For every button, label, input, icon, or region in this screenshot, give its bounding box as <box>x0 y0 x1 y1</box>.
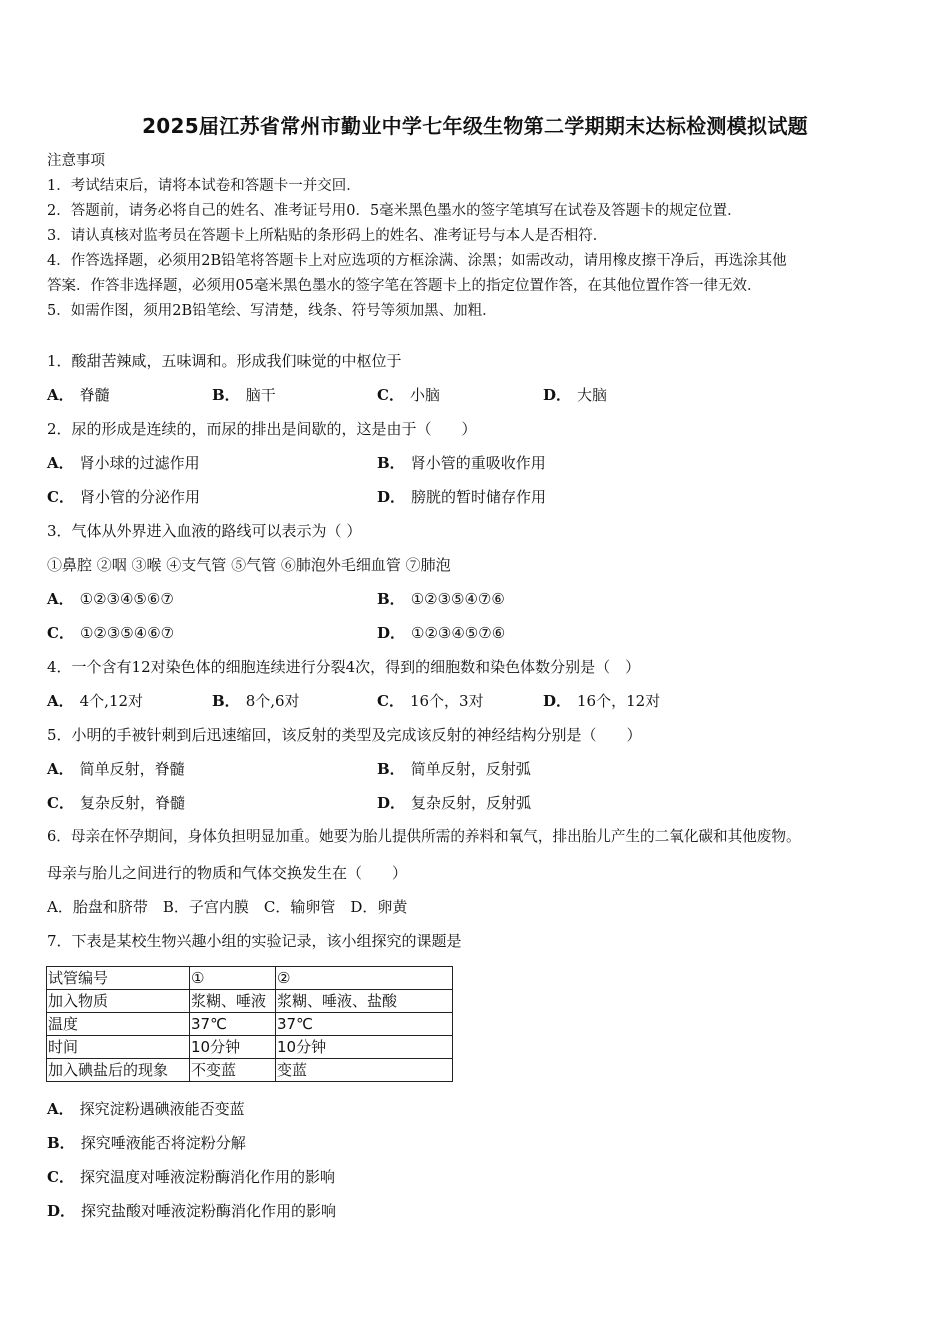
option-letter: A． <box>47 692 74 710</box>
option-text: 膀胱的暂时储存作用 <box>411 488 547 506</box>
option-letter: D． <box>543 386 572 404</box>
table-cell: 加入碘盐后的现象 <box>47 1059 190 1082</box>
option-letter: C． <box>377 692 404 710</box>
q2-option-c[interactable] <box>47 486 200 508</box>
q2-option-b[interactable] <box>377 452 546 474</box>
q3-option-c[interactable] <box>47 622 174 644</box>
table-cell: 10分钟 <box>190 1036 276 1059</box>
option-text: ①②③④⑤⑦⑥ <box>411 624 506 642</box>
option-letter: A． <box>47 1100 74 1118</box>
note-item: 5．如需作图，须用2B铅笔绘、写清楚，线条、符号等须加黑、加粗． <box>47 303 497 319</box>
q1-option-c[interactable] <box>377 384 440 406</box>
option-text: 肾小球的过滤作用 <box>79 454 200 472</box>
table-cell: 加入物质 <box>47 990 190 1013</box>
q7-option-b[interactable] <box>47 1132 246 1154</box>
option-letter: B． <box>377 590 405 608</box>
table-cell: 不变蓝 <box>190 1059 276 1082</box>
question-7-stem: 7．下表是某校生物兴趣小组的实验记录，该小组探究的课题是 <box>47 932 462 950</box>
option-letter: D． <box>377 488 406 506</box>
table-cell: ② <box>276 967 453 990</box>
question-3-stem: 3．气体从外界进入血液的路线可以表示为（ ） <box>47 522 362 540</box>
question-6-stem-2: 母亲与胎儿之间进行的物质和气体交换发生在（ ） <box>47 864 408 882</box>
option-letter: D． <box>377 624 406 642</box>
option-letter: C． <box>377 386 404 404</box>
note-item: 1．考试结束后，请将本试卷和答题卡一并交回． <box>47 178 361 194</box>
option-letter: A． <box>47 760 74 778</box>
q3-option-d[interactable] <box>377 622 505 644</box>
question-4-stem: 4．一个含有12对染色体的细胞连续进行分裂4次，得到的细胞数和染色体数分别是（ ） <box>47 658 641 676</box>
option-text: ①②③⑤④⑥⑦ <box>79 624 175 642</box>
option-text: 16个，12对 <box>577 692 661 710</box>
option-letter: A． <box>47 590 74 608</box>
table-cell: 时间 <box>47 1036 190 1059</box>
table-cell: ① <box>190 967 276 990</box>
table-cell: 试管编号 <box>47 967 190 990</box>
page-title: 2025届江苏省常州市勤业中学七年级生物第二学期期末达标检测模拟试题 <box>142 114 808 138</box>
option-text: 简单反射，反射弧 <box>410 760 531 778</box>
table-row <box>47 1036 453 1059</box>
note-item: 4．作答选择题，必须用2B铅笔将答题卡上对应选项的方框涂满、涂黑；如需改动，请用橡皮擦干净后，再选涂其他 <box>47 253 787 269</box>
option-text: 复杂反射，脊髓 <box>79 794 185 812</box>
table-row <box>47 967 453 990</box>
option-text: 小脑 <box>409 386 440 404</box>
note-item: 3．请认真核对监考员在答题卡上所粘贴的条形码上的姓名、准考证号与本人是否相符． <box>47 228 608 244</box>
experiment-table <box>46 966 453 1082</box>
q4-option-c[interactable] <box>377 690 484 712</box>
option-text: 脑干 <box>245 386 276 404</box>
option-text: 肾小管的重吸收作用 <box>410 454 546 472</box>
table-cell: 变蓝 <box>276 1059 453 1082</box>
option-text: 探究唾液能否将淀粉分解 <box>80 1134 246 1152</box>
q5-option-c[interactable] <box>47 792 185 814</box>
q1-option-d[interactable] <box>543 384 607 406</box>
option-letter: B． <box>212 692 240 710</box>
option-letter: C． <box>47 624 74 642</box>
option-text: 脊髓 <box>79 386 110 404</box>
option-letter: B． <box>212 386 240 404</box>
notes-heading: 注意事项 <box>47 153 105 169</box>
q5-option-a[interactable] <box>47 758 185 780</box>
option-letter: A． <box>47 454 74 472</box>
table-row <box>47 1013 453 1036</box>
table-row <box>47 990 453 1013</box>
question-3-sub: ①鼻腔 ②咽 ③喉 ④支气管 ⑤气管 ⑥肺泡外毛细血管 ⑦肺泡 <box>47 556 451 574</box>
table-cell: 浆糊、唾液 <box>190 990 276 1013</box>
note-item: 2．答题前，请务必将自己的姓名、准考证号用0．5毫米黑色墨水的签字笔填写在试卷及答题卡的规定位置． <box>47 203 742 219</box>
option-letter: D． <box>377 794 406 812</box>
option-text: 探究盐酸对唾液淀粉酶消化作用的影响 <box>81 1202 337 1220</box>
q7-option-d[interactable] <box>47 1200 336 1222</box>
q3-option-a[interactable] <box>47 588 174 610</box>
q1-option-a[interactable] <box>47 384 110 406</box>
option-letter: C． <box>47 794 74 812</box>
option-text: 复杂反射，反射弧 <box>411 794 532 812</box>
note-item: 答案．作答非选择题，必须用05毫米黑色墨水的签字笔在答题卡上的指定位置作答，在其他位置作答一律无效． <box>47 278 762 294</box>
option-text: ①②③④⑤⑥⑦ <box>79 590 174 608</box>
q7-option-c[interactable] <box>47 1166 335 1188</box>
option-letter: D． <box>543 692 572 710</box>
table-row <box>47 1059 453 1082</box>
q1-option-b[interactable] <box>212 384 276 406</box>
q2-option-a[interactable] <box>47 452 200 474</box>
question-1-stem: 1．酸甜苦辣咸，五味调和。形成我们味觉的中枢位于 <box>47 352 402 370</box>
option-text: 8个,6对 <box>245 692 300 710</box>
q4-option-d[interactable] <box>543 690 660 712</box>
question-6-stem: 6．母亲在怀孕期间，身体负担明显加重。她要为胎儿提供所需的养料和氧气，排出胎儿产生的二氧化碳和其他废物。 <box>47 828 801 845</box>
option-text: 16个，3对 <box>409 692 484 710</box>
option-text: 4个,12对 <box>79 692 144 710</box>
q6-options[interactable]: A．胎盘和脐带 B．子宫内膜 C．输卵管 D．卵黄 <box>47 898 408 916</box>
option-letter: B． <box>377 760 405 778</box>
table-cell: 温度 <box>47 1013 190 1036</box>
table-cell: 10分钟 <box>276 1036 453 1059</box>
option-text: 探究温度对唾液淀粉酶消化作用的影响 <box>79 1168 335 1186</box>
option-text: 简单反射，脊髓 <box>79 760 185 778</box>
option-letter: B． <box>377 454 405 472</box>
q4-option-a[interactable] <box>47 690 143 712</box>
option-letter: A． <box>47 386 74 404</box>
table-cell: 浆糊、唾液、盐酸 <box>276 990 453 1013</box>
q5-option-d[interactable] <box>377 792 531 814</box>
option-letter: C． <box>47 488 74 506</box>
q5-option-b[interactable] <box>377 758 531 780</box>
option-text: ①②③⑤④⑦⑥ <box>410 590 505 608</box>
option-text: 大脑 <box>577 386 608 404</box>
q7-option-a[interactable] <box>47 1098 245 1120</box>
question-5-stem: 5．小明的手被针刺到后迅速缩回，该反射的类型及完成该反射的神经结构分别是（ ） <box>47 726 642 744</box>
option-text: 探究淀粉遇碘液能否变蓝 <box>79 1100 245 1118</box>
option-letter: D． <box>47 1202 76 1220</box>
option-letter: B． <box>47 1134 75 1152</box>
q2-option-d[interactable] <box>377 486 546 508</box>
table-cell: 37℃ <box>190 1013 276 1036</box>
question-2-stem: 2．尿的形成是连续的，而尿的排出是间歇的，这是由于（ ） <box>47 420 477 438</box>
table-cell: 37℃ <box>276 1013 453 1036</box>
q4-option-b[interactable] <box>212 690 300 712</box>
q3-option-b[interactable] <box>377 588 505 610</box>
option-letter: C． <box>47 1168 74 1186</box>
option-text: 肾小管的分泌作用 <box>79 488 200 506</box>
